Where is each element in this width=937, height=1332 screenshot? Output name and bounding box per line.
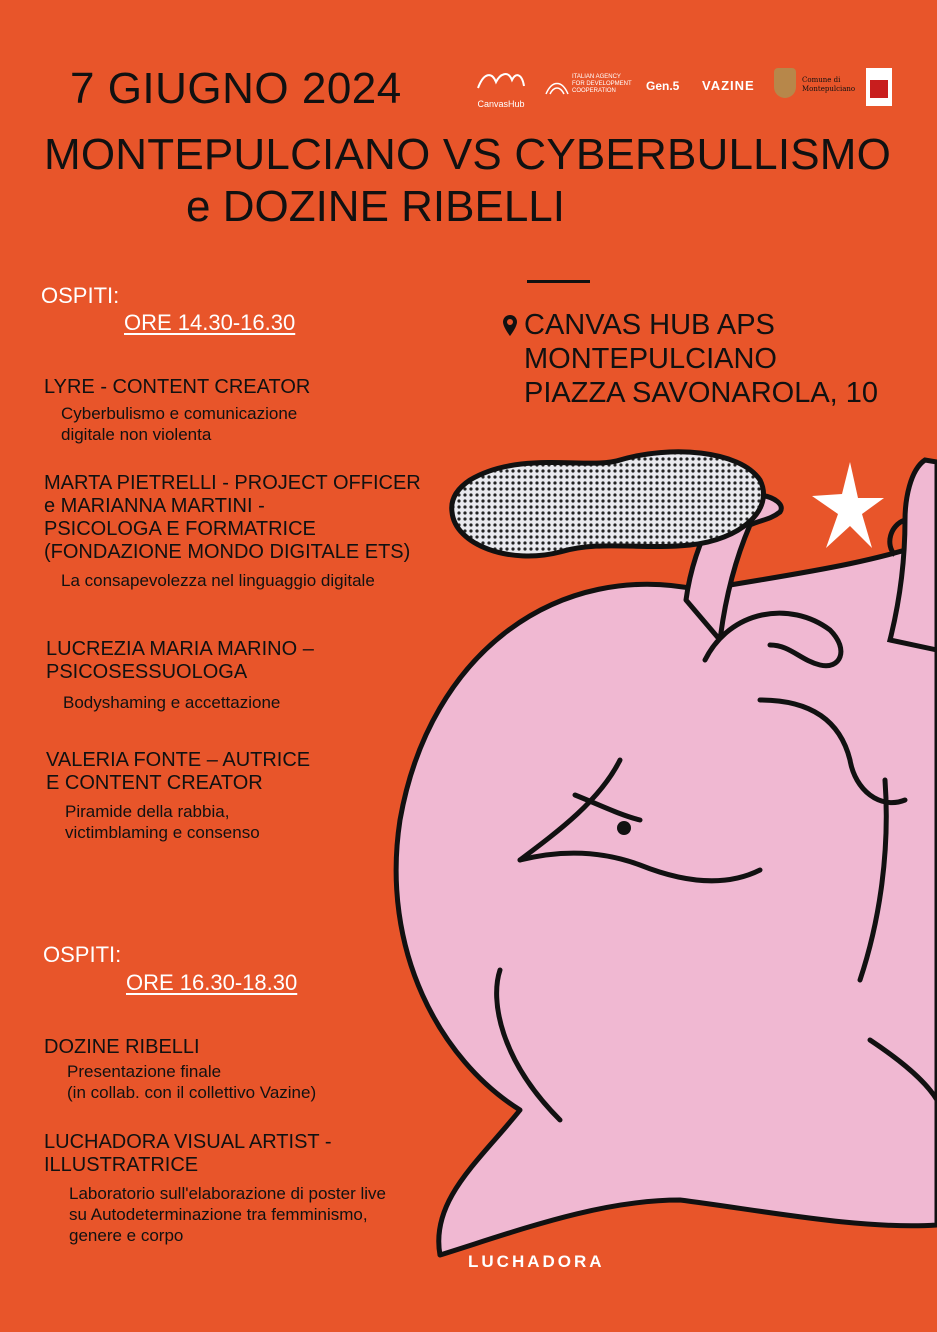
divider — [527, 280, 590, 283]
guest-topic: victimblaming e consenso — [65, 823, 260, 842]
guest-topic: (in collab. con il collettivo Vazine) — [67, 1083, 317, 1102]
session2-label: OSPITI: — [43, 942, 122, 967]
agency-line: COOPERATION — [572, 88, 616, 94]
comune-crest-icon — [774, 68, 796, 98]
guest-item — [44, 376, 310, 445]
sparkle-icon — [812, 462, 884, 548]
guest-topic: Presentazione finale — [67, 1062, 222, 1081]
guest-item — [44, 1131, 386, 1246]
guest-name: PSICOLOGA E FORMATRICE — [44, 518, 316, 540]
guest-topic: su Autodeterminazione tra femminismo, — [69, 1205, 368, 1224]
artist-credit: LUCHADORA — [468, 1252, 605, 1271]
guest-name: ILLUSTRATRICE — [44, 1154, 199, 1176]
guest-topic: genere e corpo — [69, 1226, 184, 1245]
guest-name: DOZINE RIBELLI — [44, 1036, 200, 1058]
guest-name: (FONDAZIONE MONDO DIGITALE ETS) — [44, 541, 411, 563]
comune-line: Montepulciano — [802, 85, 856, 93]
agency-line: ITALIAN AGENCY — [572, 74, 621, 80]
location-pin-icon — [502, 314, 518, 338]
guest-topic: Piramide della rabbia, — [65, 802, 230, 821]
guest-topic: Laboratorio sull'elaborazione di poster live — [69, 1184, 386, 1203]
guest-name: VALERIA FONTE – AUTRICE — [46, 749, 311, 771]
guest-name: PSICOSESSUOLOGA — [46, 661, 248, 683]
guest-item — [46, 749, 310, 843]
guest-item — [44, 472, 421, 591]
guest-name: E CONTENT CREATOR — [46, 772, 263, 794]
guest-item — [46, 638, 314, 713]
session1-time: ORE 14.30-16.30 — [124, 310, 296, 335]
regione-toscana-icon — [866, 68, 892, 106]
guest-topic: La consapevolezza nel linguaggio digitale — [61, 571, 375, 590]
location-block — [502, 308, 878, 410]
location-venue: CANVAS HUB APS — [524, 309, 775, 341]
logo-gen5: Gen.5 — [646, 79, 680, 93]
guest-name: LUCHADORA VISUAL ARTIST - — [44, 1131, 332, 1153]
partner-logos — [470, 64, 900, 112]
logo-canvas-hub-text: CanvasHub — [477, 99, 525, 109]
event-title: MONTEPULCIANO VS CYBERBULLISMO — [44, 130, 892, 179]
guest-item — [44, 1036, 316, 1103]
guest-name: e MARIANNA MARTINI - — [44, 495, 265, 517]
logo-comune — [802, 76, 855, 94]
event-subtitle: e DOZINE RIBELLI — [186, 182, 566, 231]
guest-name: MARTA PIETRELLI - PROJECT OFFICER — [44, 472, 421, 494]
guest-topic: digitale non violenta — [61, 425, 212, 444]
guest-name: LYRE - CONTENT CREATOR — [44, 376, 311, 398]
location-city: MONTEPULCIANO — [524, 343, 777, 375]
agency-icon — [544, 76, 570, 98]
session2-time: ORE 16.30-18.30 — [126, 970, 298, 995]
guest-topic: Cyberbulismo e comunicazione — [61, 404, 298, 423]
comune-line: Comune di — [802, 76, 841, 84]
event-date: 7 GIUGNO 2024 — [70, 64, 402, 113]
location-address: PIAZZA SAVONAROLA, 10 — [524, 377, 879, 409]
logo-vazine: VAZINE — [702, 78, 755, 93]
logo-canvas-hub — [474, 66, 528, 110]
guest-topic: Bodyshaming e accettazione — [63, 693, 281, 712]
canvas-hub-icon — [474, 66, 528, 94]
guest-name: LUCREZIA MARIA MARINO – — [46, 638, 314, 660]
session1-label: OSPITI: — [41, 283, 120, 308]
agency-line: FOR DEVELOPMENT — [572, 81, 632, 87]
